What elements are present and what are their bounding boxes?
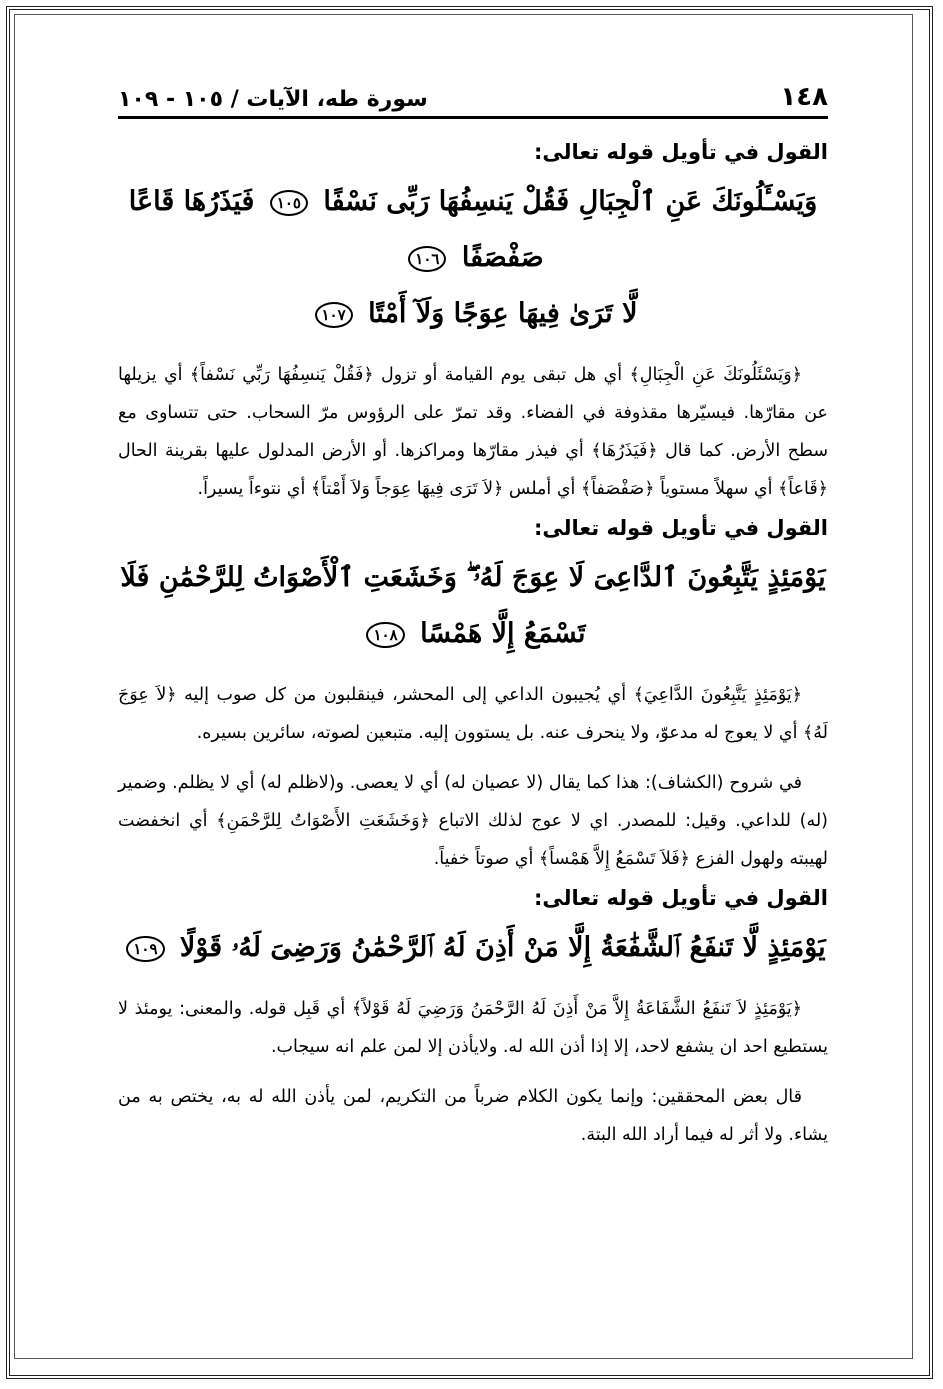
- section-heading: القول في تأويل قوله تعالى:: [534, 140, 828, 164]
- verse-text: يَوْمَئِذٍ يَتَّبِعُونَ ٱلدَّاعِىَ لَا عِوَجَ لَهُۥ ۖ وَخَشَعَتِ ٱلْأَصْوَاتُ لِلرَّحْمَٰنِ فَلَا تَسْمَعُ إِلَّا هَمْسًا: [120, 562, 826, 649]
- commentary-paragraph: ﴿يَوْمَئِذٍ يَتَّبِعُونَ الدَّاعِيَ﴾ أي يُجيبون الداعي إلى المحشر، فينقلبون من كل صوب إليه ﴿لاَ عِوَجَ لَهُ﴾ أي لا يعوج له مدعوّ، ولا ينحرف عنه. بل يستوون إليه. متبعين لصوته، سائرين بسيره.: [118, 685, 828, 743]
- commentary-paragraph: في شروح (الكشاف): هذا كما يقال (لا عصيان له) أي لا يعصى. و(لاظلم له) أي لا يظلم. وضمير (له) للداعي. وقيل: للمصدر. اي لا عوج لذلك الاتباع ﴿وَخَشَعَتِ الأَصْوَاتُ لِلرَّحْمَنِ﴾ أي انخفضت لهيبته ولهول الفزع ﴿فَلاَ تَسْمَعُ إِلاَّ هَمْساً﴾ أي صوتاً خفياً.: [118, 773, 828, 869]
- verse-number-marker: ١٠٥: [270, 190, 308, 216]
- verse-number-marker: ١٠٩: [126, 936, 164, 962]
- quran-verse: [118, 174, 828, 342]
- section-1: [118, 140, 828, 508]
- page-number: ١٤٨: [780, 82, 828, 112]
- section-heading: القول في تأويل قوله تعالى:: [534, 516, 828, 540]
- section-2: [118, 516, 828, 878]
- page-content: [118, 140, 828, 1162]
- verse-text: فَيَذَرُهَا قَاعًا صَفْصَفًا: [128, 186, 544, 273]
- verse-number-marker: ١٠٨: [366, 622, 404, 648]
- verse-text: يَوْمَئِذٍ لَّا تَنفَعُ ٱلشَّفَٰعَةُ إِلَّا مَنْ أَذِنَ لَهُ ٱلرَّحْمَٰنُ وَرَضِىَ لَهُۥ قَوْلًا: [179, 932, 826, 963]
- page-header: [118, 72, 828, 119]
- page: [118, 0, 828, 1389]
- verse-number-marker: ١٠٦: [408, 246, 446, 272]
- verse-number-marker: ١٠٧: [315, 302, 353, 328]
- section-heading: القول في تأويل قوله تعالى:: [534, 886, 828, 910]
- quran-verse: [118, 550, 828, 662]
- verse-text: لَّا تَرَىٰ فِيهَا عِوَجًا وَلَآ أَمْتًا: [368, 298, 638, 329]
- commentary-paragraph: ﴿يَوْمَئِذٍ لاَ تَنفَعُ الشَّفَاعَةُ إِلاَّ مَنْ أَذِنَ لَهُ الرَّحْمَنُ وَرَضِيَ لَهُ قَوْلاً﴾ أي قَبِل قوله. والمعنى: يومئذ لا يستطيع احد ان يشفع لاحد، إلا إذا أذن الله له. ولايأذن إلا لمن علم انه سيجاب.: [118, 999, 828, 1057]
- commentary-paragraph: قال بعض المحققين: وإنما يكون الكلام ضرباً من التكريم، لمن يأذن الله له به، يختص به من يشاء. ولا أثر له فيما أراد الله البتة.: [118, 1087, 828, 1145]
- verse-text: وَيَسْـَٔلُونَكَ عَنِ ٱلْجِبَالِ فَقُلْ يَنسِفُهَا رَبِّى نَسْفًا: [323, 186, 818, 217]
- commentary-paragraph: ﴿وَيَسْئَلُونَكَ عَنِ الْجِبَالِ﴾ أي هل تبقى يوم القيامة أو تزول ﴿فَقُلْ يَنسِفُهَا رَبِّي نَسْفاً﴾ أي يزيلها عن مقارّها. فيسيّرها مقذوفة في الفضاء. وقد تمرّ على الرؤوس مرّ السحاب. حتى تتساوى مع سطح الأرض. كما قال ﴿فَيَذَرُهَا﴾ أي فيذر مقارّها ومراكزها. أو الأرض المدلول عليها بقرينة الحال ﴿قَاعاً﴾ أي سهلاً مستوياً ﴿صَفْصَفاً﴾ أي أملس ﴿لاَ تَرَى فِيهَا عِوَجاً وَلاَ أَمْتاً﴾ أي نتوءاً يسيراً.: [118, 365, 828, 499]
- running-title: سورة طه، الآيات / ١٠٥ - ١٠٩: [118, 87, 428, 112]
- quran-verse: [118, 920, 828, 976]
- verse-line: [118, 286, 828, 342]
- verse-line: [118, 174, 828, 286]
- section-3: [118, 886, 828, 1154]
